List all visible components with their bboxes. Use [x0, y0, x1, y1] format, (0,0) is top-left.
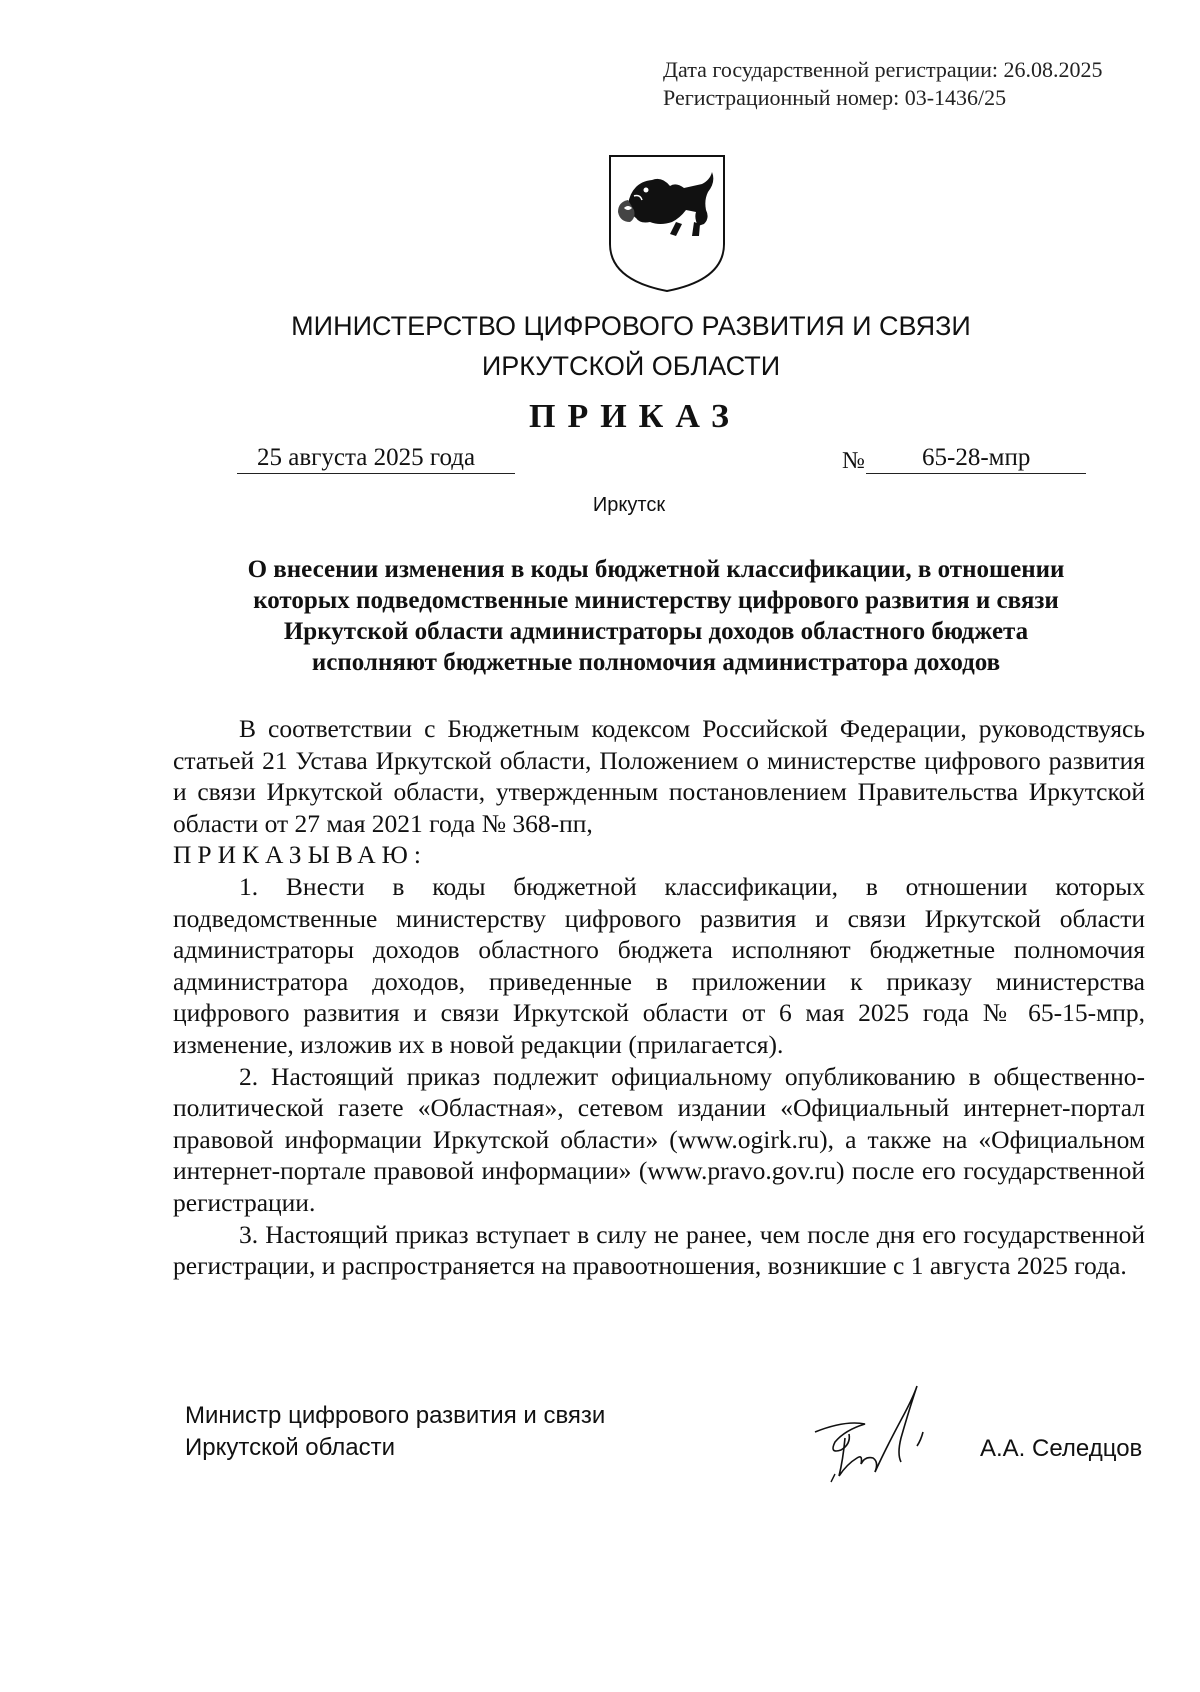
order-date: 25 августа 2025 года	[237, 443, 515, 474]
order-item-2: 2. Настоящий приказ подлежит официальному опубликованию в общественно-политической газете «Областная», сетевом издании «Официальный интернет-портал правовой информации Иркутской области» (www.ogirk.ru), а также на «Официальном интернет-портале правовой информации» (www.pravo.gov.ru) после его государственной регистрации.	[173, 1061, 1145, 1217]
order-item-3: 3. Настоящий приказ вступает в силу не ранее, чем после дня его государственной регистрации, и распространяется на правоотношения, возникшие с 1 августа 2025 года.	[173, 1219, 1145, 1281]
subject-line: О внесении изменения в коды бюджетной классификации, в отношении	[247, 556, 1065, 583]
subject-line: исполняют бюджетные полномочия администратора доходов	[311, 649, 1001, 676]
subject-line: которых подведомственные министерству цифрового развития и связи	[253, 587, 1059, 614]
registration-number: Регистрационный номер: 03-1436/25	[663, 85, 1007, 110]
preamble-paragraph: В соответствии с Бюджетным кодексом Российской Федерации, руководствуясь статьей 21 Устава Иркутской области, Положением о министерстве цифрового развития и связи Иркутской области, утвержденным постановлением Правительства Иркутской области от 27 мая 2021 года № 368-пп,	[173, 714, 1145, 838]
order-body	[173, 713, 1145, 1282]
order-number: 65-28-мпр	[866, 443, 1086, 474]
order-city: Иркутск	[592, 494, 666, 516]
ministry-name-line2: ИРКУТСКОЙ ОБЛАСТИ	[481, 351, 781, 381]
position-line: Иркутской области	[185, 1434, 396, 1461]
order-number-sign: №	[842, 448, 865, 474]
ministry-name-line1: МИНИСТЕРСТВО ЦИФРОВОГО РАЗВИТИЯ И СВЯЗИ	[291, 311, 971, 341]
irkutsk-coat-of-arms-icon	[606, 152, 728, 294]
document-type-title: ПРИКАЗ	[529, 398, 741, 435]
subject-line: Иркутской области администраторы доходов областного бюджета	[283, 618, 1029, 645]
registration-stamp	[663, 56, 1103, 112]
registration-date: Дата государственной регистрации: 26.08.2025	[663, 57, 1103, 82]
position-line: Министр цифрового развития и связи	[185, 1402, 606, 1429]
handwritten-signature-icon	[805, 1380, 955, 1490]
ministry-header	[0, 306, 1200, 386]
order-subject	[176, 554, 1136, 678]
command-word: ПРИКАЗЫВАЮ:	[173, 840, 427, 870]
signatory-position	[185, 1400, 605, 1464]
order-item-1: 1. Внести в коды бюджетной классификации, в отношении которых подведомственные министерству цифрового развития и связи Иркутской области администраторы доходов областного бюджета исполняют бюджетные полномочия администратора доходов, приведенные в приложении к приказу министерства цифрового развития и связи Иркутской области от 6 мая 2025 года № 65-15-мпр, изменение, изложив их в новой редакции (прилагается).	[173, 871, 1145, 1059]
signatory-name: А.А. Селедцов	[980, 1435, 1143, 1462]
